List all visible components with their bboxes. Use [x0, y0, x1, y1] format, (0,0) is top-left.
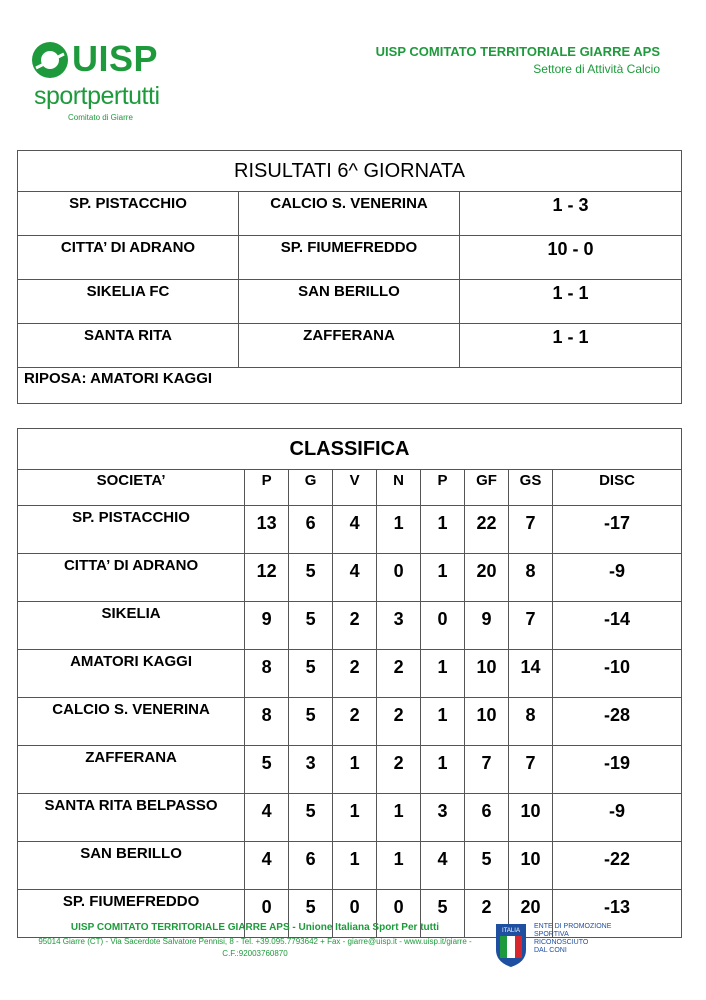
points-cell: 4 — [245, 842, 289, 890]
column-header: P — [245, 470, 289, 506]
column-header: N — [377, 470, 421, 506]
column-header: G — [289, 470, 333, 506]
home-team: CITTA’ DI ADRANO — [18, 236, 239, 280]
footer — [30, 922, 480, 960]
table-row — [18, 794, 682, 842]
points-cell: 8 — [245, 650, 289, 698]
home-team: SANTA RITA — [18, 324, 239, 368]
column-header: GF — [465, 470, 509, 506]
coni-recognition-text — [534, 923, 611, 955]
discipline-cell: -17 — [553, 506, 682, 554]
played-cell: 5 — [289, 890, 333, 938]
drawn-cell: 0 — [377, 554, 421, 602]
won-cell: 1 — [333, 794, 377, 842]
goals-for-cell: 22 — [465, 506, 509, 554]
org-title: UISP COMITATO TERRITORIALE GIARRE APS — [375, 44, 660, 59]
played-cell: 5 — [289, 794, 333, 842]
won-cell: 2 — [333, 650, 377, 698]
coni-text-line: SPORTIVA — [534, 931, 569, 938]
standings-header-row — [18, 470, 682, 506]
footer-title: UISP COMITATO TERRITORIALE GIARRE APS - Unione Italiana Sport Per tutti — [70, 922, 440, 933]
footer-tax-code: C.F.:92003760870 — [222, 949, 288, 958]
match-score: 1 - 1 — [460, 324, 682, 368]
discipline-cell: -9 — [553, 554, 682, 602]
lost-cell: 3 — [421, 794, 465, 842]
team-name-cell: SP. PISTACCHIO — [18, 506, 245, 554]
column-header: P — [421, 470, 465, 506]
logo-tagline: sportpertutti — [34, 82, 160, 110]
goals-against-cell: 8 — [509, 554, 553, 602]
won-cell: 2 — [333, 602, 377, 650]
discipline-cell: -9 — [553, 794, 682, 842]
points-cell: 0 — [245, 890, 289, 938]
match-row — [18, 280, 682, 324]
table-row — [18, 506, 682, 554]
coni-text-line: RICONOSCIUTO — [534, 939, 589, 946]
points-cell: 4 — [245, 794, 289, 842]
drawn-cell: 2 — [377, 650, 421, 698]
won-cell: 4 — [333, 554, 377, 602]
table-row — [18, 698, 682, 746]
coni-badge — [494, 922, 654, 970]
points-cell: 13 — [245, 506, 289, 554]
coni-text-line: DAL CONI — [534, 947, 567, 954]
lost-cell: 1 — [421, 506, 465, 554]
won-cell: 1 — [333, 746, 377, 794]
played-cell: 5 — [289, 650, 333, 698]
away-team: SAN BERILLO — [239, 280, 460, 324]
goals-for-cell: 6 — [465, 794, 509, 842]
table-row — [18, 602, 682, 650]
played-cell: 5 — [289, 554, 333, 602]
lost-cell: 4 — [421, 842, 465, 890]
goals-against-cell: 8 — [509, 698, 553, 746]
match-row — [18, 192, 682, 236]
drawn-cell: 1 — [377, 506, 421, 554]
goals-against-cell: 7 — [509, 506, 553, 554]
drawn-cell: 1 — [377, 794, 421, 842]
discipline-cell: -13 — [553, 890, 682, 938]
played-cell: 6 — [289, 506, 333, 554]
uisp-emblem-icon — [30, 40, 70, 80]
lost-cell: 1 — [421, 554, 465, 602]
discipline-cell: -22 — [553, 842, 682, 890]
team-name-cell: AMATORI KAGGI — [18, 650, 245, 698]
goals-against-cell: 20 — [509, 890, 553, 938]
away-team: ZAFFERANA — [239, 324, 460, 368]
column-header: DISC — [553, 470, 682, 506]
standings-table — [17, 428, 682, 938]
team-name-cell: SAN BERILLO — [18, 842, 245, 890]
lost-cell: 1 — [421, 698, 465, 746]
discipline-cell: -28 — [553, 698, 682, 746]
lost-cell: 0 — [421, 602, 465, 650]
drawn-cell: 3 — [377, 602, 421, 650]
home-team: SP. PISTACCHIO — [18, 192, 239, 236]
lost-cell: 1 — [421, 746, 465, 794]
goals-against-cell: 7 — [509, 602, 553, 650]
lost-cell: 5 — [421, 890, 465, 938]
goals-for-cell: 9 — [465, 602, 509, 650]
goals-for-cell: 10 — [465, 698, 509, 746]
played-cell: 3 — [289, 746, 333, 794]
won-cell: 0 — [333, 890, 377, 938]
drawn-cell: 1 — [377, 842, 421, 890]
drawn-cell: 0 — [377, 890, 421, 938]
played-cell: 5 — [289, 602, 333, 650]
goals-against-cell: 14 — [509, 650, 553, 698]
uisp-logo — [30, 40, 180, 125]
match-score: 1 - 3 — [460, 192, 682, 236]
table-row — [18, 554, 682, 602]
goals-for-cell: 20 — [465, 554, 509, 602]
goals-against-cell: 10 — [509, 794, 553, 842]
goals-for-cell: 5 — [465, 842, 509, 890]
away-team: CALCIO S. VENERINA — [239, 192, 460, 236]
points-cell: 12 — [245, 554, 289, 602]
points-cell: 9 — [245, 602, 289, 650]
goals-for-cell: 10 — [465, 650, 509, 698]
goals-against-cell: 7 — [509, 746, 553, 794]
drawn-cell: 2 — [377, 746, 421, 794]
discipline-cell: -19 — [553, 746, 682, 794]
played-cell: 6 — [289, 842, 333, 890]
discipline-cell: -14 — [553, 602, 682, 650]
column-header: GS — [509, 470, 553, 506]
lost-cell: 1 — [421, 650, 465, 698]
team-name-cell: SIKELIA — [18, 602, 245, 650]
svg-text:ITALIA: ITALIA — [502, 928, 520, 934]
results-table — [17, 150, 682, 404]
won-cell: 4 — [333, 506, 377, 554]
team-name-cell: CITTA’ DI ADRANO — [18, 554, 245, 602]
coni-text-line: ENTE DI PROMOZIONE — [534, 923, 612, 930]
column-header: V — [333, 470, 377, 506]
results-title: RISULTATI 6^ GIORNATA — [18, 151, 682, 192]
match-score: 10 - 0 — [460, 236, 682, 280]
won-cell: 1 — [333, 842, 377, 890]
match-row — [18, 236, 682, 280]
italia-shield-icon — [494, 922, 528, 968]
won-cell: 2 — [333, 698, 377, 746]
goals-for-cell: 2 — [465, 890, 509, 938]
team-name-cell: ZAFFERANA — [18, 746, 245, 794]
table-row — [18, 746, 682, 794]
match-row — [18, 324, 682, 368]
column-header: SOCIETA’ — [18, 470, 245, 506]
goals-for-cell: 7 — [465, 746, 509, 794]
footer-address: 95014 Giarre (CT) - Via Sacerdote Salvatore Pennisi, 8 - Tel. +39.095.7793642 + Fax - giarre@uisp.it - www.uisp.it/giarre - — [38, 937, 472, 946]
logo-name: UISP — [72, 38, 159, 79]
org-subtitle: Settore di Attività Calcio — [533, 62, 660, 76]
home-team: SIKELIA FC — [18, 280, 239, 324]
team-name-cell: SANTA RITA BELPASSO — [18, 794, 245, 842]
discipline-cell: -10 — [553, 650, 682, 698]
played-cell: 5 — [289, 698, 333, 746]
table-row — [18, 842, 682, 890]
rest-team: RIPOSA: AMATORI KAGGI — [18, 368, 682, 404]
team-name-cell: CALCIO S. VENERINA — [18, 698, 245, 746]
goals-against-cell: 10 — [509, 842, 553, 890]
logo-subtitle: Comitato di Giarre — [68, 113, 133, 122]
standings-title: CLASSIFICA — [18, 429, 682, 470]
drawn-cell: 2 — [377, 698, 421, 746]
match-score: 1 - 1 — [460, 280, 682, 324]
team-name-cell: SP. FIUMEFREDDO — [18, 890, 245, 938]
away-team: SP. FIUMEFREDDO — [239, 236, 460, 280]
table-row — [18, 650, 682, 698]
points-cell: 5 — [245, 746, 289, 794]
points-cell: 8 — [245, 698, 289, 746]
